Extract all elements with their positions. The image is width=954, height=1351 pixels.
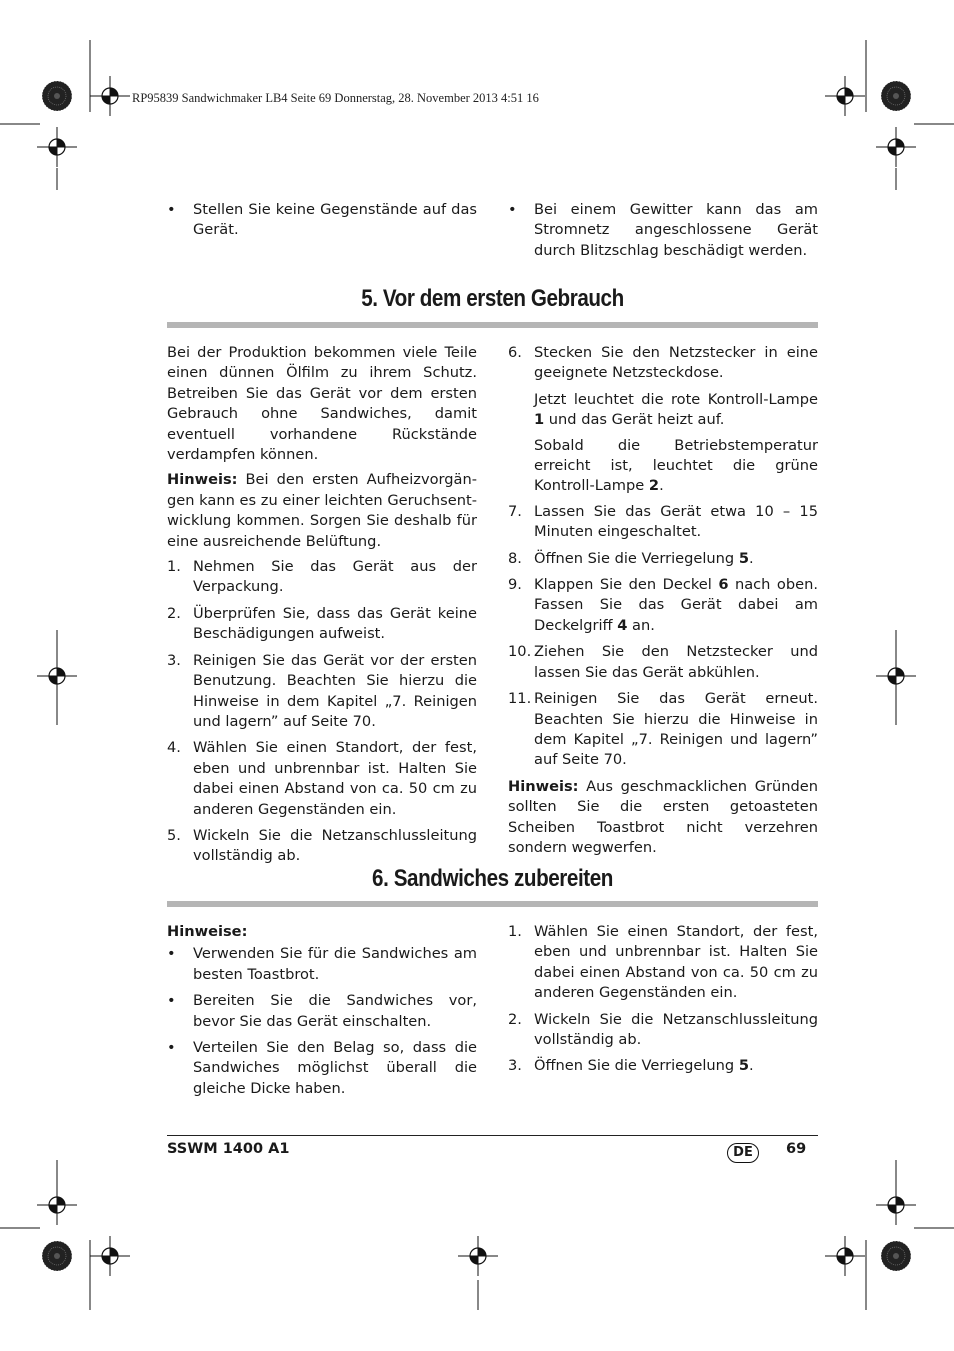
section6-left-column [167,922,477,1105]
list-item: • Bei einem Gewitter kann das am Stromnetz angeschlossene Gerät durch Blitzschlag beschädigt werden. [508,201,818,259]
section5-left-column [167,343,477,873]
list-item: • Verteilen Sie den Belag so, dass die Sandwiches möglichst überall die gleiche Dicke haben. [167,1039,477,1097]
page-number: 69 [786,1141,807,1157]
footer-rule [167,1135,818,1136]
list-item: • Bereiten Sie die Sandwiches vor, bevor Sie das Gerät einschalten. [167,992,477,1030]
section-heading-6: 6. Sandwiches zubereiten [372,865,613,892]
list-item: 5. Wickeln Sie die Netzanschlussleitung vollständig ab. [167,826,477,865]
top-right-column [508,200,818,267]
list-item: • Verwenden Sie für die Sandwiches am besten Toastbrot. [167,945,477,983]
note-paragraph: Hinweis: Bei den ersten Aufheizvorgängen kann es zu einer leichten Geruchsentwicklung kommen. Sorgen Sie deshalb für eine ausreichende Belüftung. [167,471,477,550]
section-heading-5: 5. Vor dem ersten Gebrauch [361,285,624,312]
section6-right-column [508,922,818,1083]
list-item: 2. Wickeln Sie die Netzanschlussleitung vollständig ab. [508,1010,818,1049]
section-rule [167,322,818,328]
intro-paragraph: Bei der Produktion bekommen viele Teile einen dünnen Ölfilm zu ihrem Schutz. Betreiben Sie das Gerät vor dem ersten Gebrauch ohne Sandwiches, damit eventuell vorhandene Rückstände verdampfen können. [167,344,477,464]
step-detail: Jetzt leuchtet die rote Kontroll-Lampe 1 und das Gerät heizt auf. [534,390,818,429]
footer-model: SSWM 1400 A1 [167,1141,290,1157]
top-left-column [167,200,477,247]
list-item: 1. Nehmen Sie das Gerät aus der Verpackung. [167,558,477,596]
step-detail: Sobald die Betriebstemperatur erreicht ist, leuchtet die grüne Kontroll-Lampe 2. [534,436,818,495]
list-item: 8. Öffnen Sie die Verriegelung 5. [508,549,754,567]
print-info: RP95839 Sandwichmaker LB4 Seite 69 Donnerstag, 28. November 2013 4:51 16 [132,91,539,105]
list-item: 11. Reinigen Sie das Gerät erneut. Beachten Sie hierzu die Hinweise in dem Kapitel „7. Reinigen und lagern” auf Seite 70. [508,690,818,769]
list-item: 6. Stecken Sie den Netzstecker in eine geeignete Netzsteckdose. [508,344,818,382]
list-item: 3. Öffnen Sie die Verriegelung 5. [508,1057,754,1075]
list-item: • Stellen Sie keine Gegenstände auf das Gerät. [167,201,477,239]
list-item: 2. Überprüfen Sie, dass das Gerät keine Beschädigungen aufweist. [167,604,477,643]
note-paragraph: Hinweis: Aus geschmacklichen Gründen sollten Sie die ersten getoasteten Scheiben Toastbrot nicht verzehren sondern wegwerfen. [508,777,818,856]
section5-right-column [508,343,818,863]
list-item: 1. Wählen Sie einen Standort, der fest, eben und unbrennbar ist. Halten Sie dabei einen Abstand von ca. 50 cm zu anderen Gegenständen ein. [508,923,818,1002]
section-rule [167,901,818,907]
list-item: 4. Wählen Sie einen Standort, der fest, eben und unbrennbar ist. Halten Sie dabei einen Abstand von ca. 50 cm zu anderen Gegenständen ein. [167,739,477,818]
list-item: 7. Lassen Sie das Gerät etwa 10 – 15 Minuten eingeschaltet. [508,502,818,541]
language-badge: DE [727,1143,759,1163]
list-item: 10. Ziehen Sie den Netzstecker und lassen Sie das Gerät abkühlen. [508,643,818,681]
list-item: 9. Klappen Sie den Deckel 6 nach oben. Fassen Sie das Gerät dabei am Deckelgriff 4 an. [508,576,818,634]
notes-heading: Hinweise: [167,923,248,940]
list-item: 3. Reinigen Sie das Gerät vor der ersten Benutzung. Beachten Sie hierzu die Hinweise in dem Kapitel „7. Reinigen und lagern” auf Seite 70. [167,651,477,730]
